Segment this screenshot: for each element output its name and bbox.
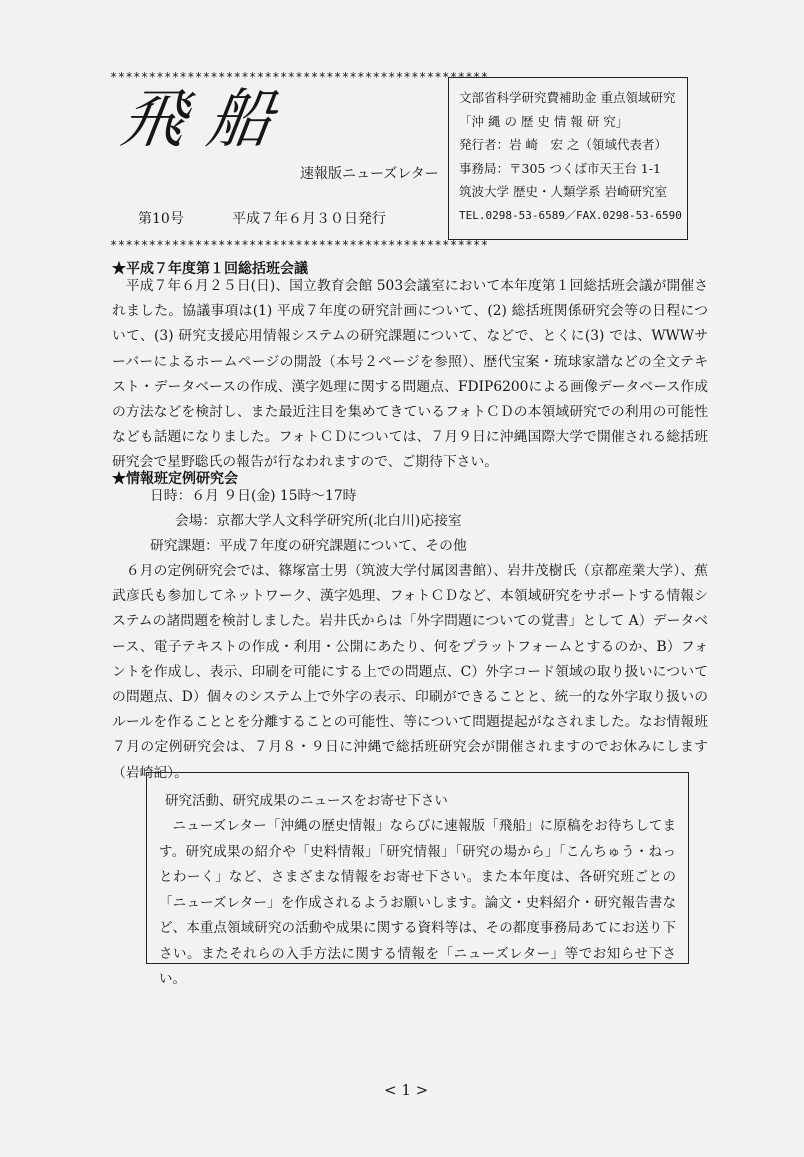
section2-heading: ★情報班定例研究会 [112, 471, 238, 487]
section2-body: ６月の定例研究会では、篠塚富士男（筑波大学付属図書館）、岩井茂樹氏（京都産業大学）、蕉武彦氏も参加してネットワーク、漢字処理、フォトＣＤなど、本領域研究をサポートする情報システムの諸問題を検討しました。岩井氏からは「外字問題についての覚書」として A）データベース、電子テキストの作成・利用・公開にあたり、何をプラットフォームとするのか、B）フォントを作成し、表示、印刷を可能にする上での問題点、C）外字コード領域の取り扱いについての問題点、D）個々のシステム上で外字の表示、印刷ができることと、統一的な外字取り扱いのルールを作ることとを分離することの可能性、等について問題提起がなされました。なお情報班７月の定例研究会は、７月８・９日に沖縄で総括班研究会が開催されますのでお休みにします（岩崎記）。 [112, 563, 708, 781]
project-name: 「沖 縄 の 歴 史 情 報 研 究」 [459, 113, 629, 129]
office-address: 事務局：〒305 つくば市天王台 1-1 [459, 160, 661, 176]
publisher-line: 発行者：岩 崎 宏 之（領域代表者） [459, 137, 667, 152]
newsletter-subtitle: 速報版ニューズレター [300, 166, 439, 182]
issue-number: 第10号 [138, 211, 184, 227]
star-divider-bottom: ************************************************* [110, 238, 489, 252]
meeting-topic: 研究課題：平成７年度の研究課題について、その他 [150, 538, 467, 554]
grant-line: 文部省科学研究費補助金 重点領域研究 [459, 90, 676, 105]
notice-title: 研究活動、研究成果のニュースをお寄せ下さい [165, 793, 448, 809]
contact-numbers: TEL.0298-53-6589／FAX.0298-53-6590 [459, 208, 682, 222]
issue-date: 平成７年６月３０日発行 [232, 211, 386, 227]
section1-body: 平成７年６月２５日(日)、国立教育会館 503会議室において本年度第１回総括班会議が開催されました。協議事項は(1) 平成７年度の研究計画について、(2) 総括班関係研究会等の日程について、(3) 研究支援応用情報システムの研究課題について、などで、とくに(3) では、WWWサーバーによるホームページの開設（本号２ページを参照）、歴代宝案・琉球家譜などの全文テキスト・データベースの作成、漢字処理に関する問題点、FDIP6200による画像データベース作成の方法などを検討し、また最近注目を集めてきているフォトＣＤの本領域研究での利用の可能性なども話題になりました。フォトＣＤについては、７月９日に沖縄国際大学で開催される総括班研究会で星野聡氏の報告が行なわれますので、ご期待下さい。 [112, 278, 708, 471]
publisher-info-box [448, 77, 688, 240]
page-number: < 1 > [384, 1081, 429, 1099]
section1-heading: ★平成７年度第１回総括班会議 [112, 261, 308, 277]
call-for-contributions-box [146, 772, 689, 987]
notice-body: ニューズレター「沖縄の歴史情報」ならびに速報版「飛船」に原稿をお待ちしてます。研究成果の紹介や「史料情報」「研究情報」「研究の場から」「こんちゅう・ねっとわーく」など、さまざまな情報をお寄せ下さい。また本年度は、各研究班ごとの「ニューズレター」を作成されるようお願いします。論文・史料紹介・研究報告書など、本重点領域研究の活動や成果に関する資料等は、その都度事務局あてにお送り下さい。またそれらの入手方法に関する情報を「ニューズレター」等でお知らせ下さい。 [159, 818, 676, 987]
meeting-venue: 会場：京都大学人文科学研究所(北白川)応接室 [175, 513, 462, 529]
meeting-datetime: 日時：６月 ９日(金) 15時～17時 [150, 488, 357, 504]
newsletter-title: 飛船 [116, 83, 300, 157]
office-lab: 筑波大学 歴史・人類学系 岩崎研究室 [459, 184, 667, 199]
star-divider-top: ************************************************* [110, 70, 489, 84]
